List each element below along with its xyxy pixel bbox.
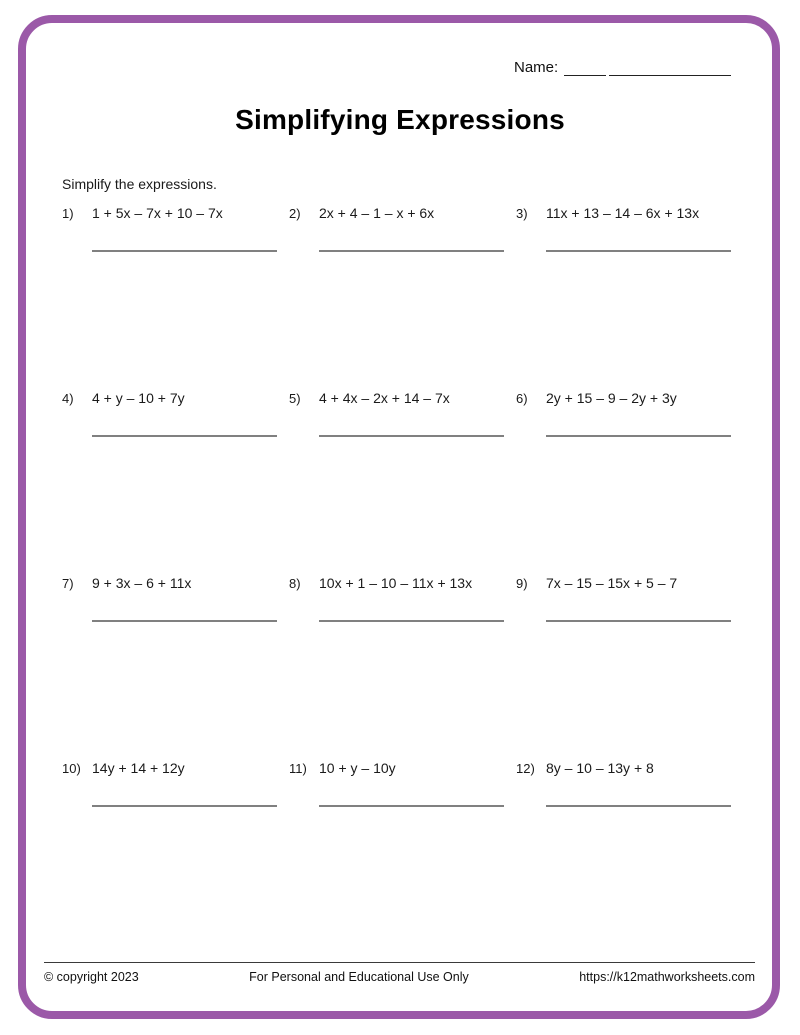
page-title: Simplifying Expressions <box>235 104 565 135</box>
problem-11 <box>289 760 504 945</box>
instruction-text: Simplify the expressions. <box>62 176 217 192</box>
problem-expression: 1 + 5x – 7x + 10 – 7x <box>92 205 223 221</box>
answer-blank <box>546 250 731 252</box>
answer-blank <box>92 620 277 622</box>
problem-3 <box>516 205 731 390</box>
problem-2 <box>289 205 504 390</box>
problem-expression: 2x + 4 – 1 – x + 6x <box>319 205 435 221</box>
answer-blank <box>92 435 277 437</box>
problem-expression: 4 + y – 10 + 7y <box>92 390 185 406</box>
problem-head <box>289 575 504 591</box>
problem-expression: 14y + 14 + 12y <box>92 760 185 776</box>
problem-number: 10) <box>62 761 81 776</box>
problem-number: 3) <box>516 206 528 221</box>
problem-7 <box>62 575 277 760</box>
problem-expression: 8y – 10 – 13y + 8 <box>546 760 654 776</box>
problems-grid <box>62 205 731 945</box>
problem-head <box>289 205 504 221</box>
footer <box>44 962 755 984</box>
problem-number: 7) <box>62 576 74 591</box>
problem-number: 1) <box>62 206 74 221</box>
answer-blank <box>92 250 277 252</box>
problem-number: 4) <box>62 391 74 406</box>
problem-head <box>62 205 277 221</box>
problem-1 <box>62 205 277 390</box>
problem-expression: 11x + 13 – 14 – 6x + 13x <box>546 205 700 221</box>
problem-number: 11) <box>289 761 307 776</box>
problem-head <box>62 575 277 591</box>
problem-expression: 10 + y – 10y <box>319 760 396 776</box>
answer-blank <box>546 435 731 437</box>
footer-copyright: © copyright 2023 <box>44 970 139 984</box>
problem-10 <box>62 760 277 945</box>
name-blank-line <box>564 59 606 76</box>
problem-6 <box>516 390 731 575</box>
problem-number: 2) <box>289 206 301 221</box>
footer-site-url: https://k12mathworksheets.com <box>579 970 755 984</box>
problem-number: 6) <box>516 391 528 406</box>
problem-head <box>62 760 277 776</box>
answer-blank <box>546 620 731 622</box>
problem-head <box>516 760 731 776</box>
footer-usage-note: For Personal and Educational Use Only <box>249 970 469 984</box>
problem-head <box>62 390 277 406</box>
problem-head <box>289 390 504 406</box>
problem-4 <box>62 390 277 575</box>
problem-8 <box>289 575 504 760</box>
problem-expression: 10x + 1 – 10 – 11x + 13x <box>319 575 473 591</box>
name-field-row <box>514 59 731 76</box>
answer-blank <box>319 805 504 807</box>
problem-number: 8) <box>289 576 301 591</box>
problem-number: 12) <box>516 761 535 776</box>
problem-5 <box>289 390 504 575</box>
answer-blank <box>546 805 731 807</box>
answer-blank <box>319 620 504 622</box>
answer-blank <box>319 250 504 252</box>
problem-expression: 4 + 4x – 2x + 14 – 7x <box>319 390 450 406</box>
name-blank-line <box>609 59 731 76</box>
problem-number: 9) <box>516 576 528 591</box>
answer-blank <box>319 435 504 437</box>
problem-head <box>516 390 731 406</box>
problem-expression: 2y + 15 – 9 – 2y + 3y <box>546 390 677 406</box>
problem-number: 5) <box>289 391 301 406</box>
problem-expression: 9 + 3x – 6 + 11x <box>92 575 192 591</box>
problem-expression: 7x – 15 – 15x + 5 – 7 <box>546 575 678 591</box>
problem-12 <box>516 760 731 945</box>
problem-head <box>516 575 731 591</box>
answer-blank <box>92 805 277 807</box>
problem-head <box>516 205 731 221</box>
problem-head <box>289 760 504 776</box>
problem-9 <box>516 575 731 760</box>
name-label: Name: <box>514 59 559 76</box>
